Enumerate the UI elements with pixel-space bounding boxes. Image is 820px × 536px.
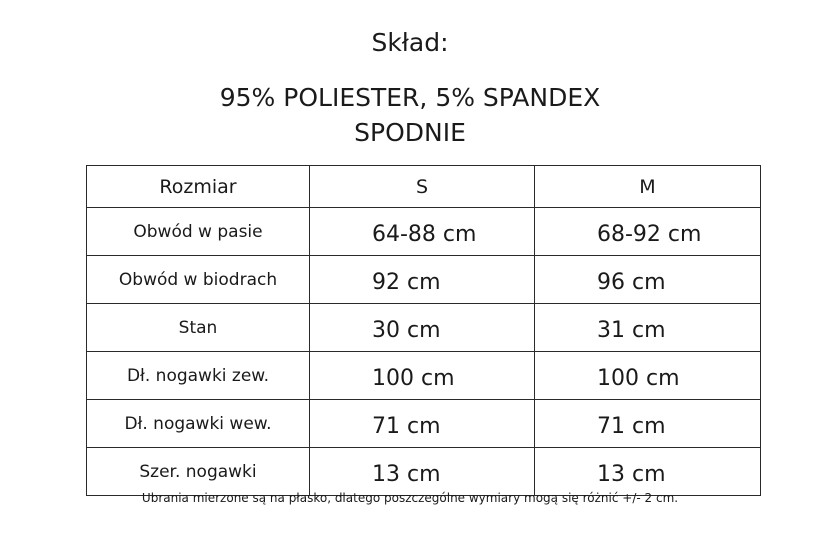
row-label: Obwód w pasie [87, 208, 310, 256]
size-chart-table [86, 165, 761, 496]
table-row [87, 448, 761, 496]
header-size-label: Rozmiar [87, 166, 310, 208]
value-s: 71 cm [310, 400, 535, 448]
value-s: 100 cm [310, 352, 535, 400]
header-size-m: M [535, 166, 761, 208]
table-row [87, 352, 761, 400]
value-m: 68-92 cm [535, 208, 761, 256]
table-row [87, 400, 761, 448]
measurement-note: Ubrania mierzone są na płasko, dlatego poszczególne wymiary mogą się różnić +/- 2 cm. [141, 491, 679, 505]
product-type: SPODNIE [354, 118, 466, 147]
row-label: Dł. nogawki zew. [87, 352, 310, 400]
table-header-row [87, 166, 761, 208]
row-label: Stan [87, 304, 310, 352]
table-row [87, 208, 761, 256]
table-row [87, 256, 761, 304]
header-size-s: S [310, 166, 535, 208]
row-label: Obwód w biodrach [87, 256, 310, 304]
composition-heading: Skład: [371, 28, 449, 57]
value-m: 71 cm [535, 400, 761, 448]
value-s: 64-88 cm [310, 208, 535, 256]
material-composition: 95% POLIESTER, 5% SPANDEX [219, 83, 601, 112]
value-s: 30 cm [310, 304, 535, 352]
value-m: 31 cm [535, 304, 761, 352]
value-m: 100 cm [535, 352, 761, 400]
value-m: 13 cm [535, 448, 761, 496]
row-label: Dł. nogawki wew. [87, 400, 310, 448]
value-m: 96 cm [535, 256, 761, 304]
value-s: 92 cm [310, 256, 535, 304]
table-row [87, 304, 761, 352]
value-s: 13 cm [310, 448, 535, 496]
row-label: Szer. nogawki [87, 448, 310, 496]
